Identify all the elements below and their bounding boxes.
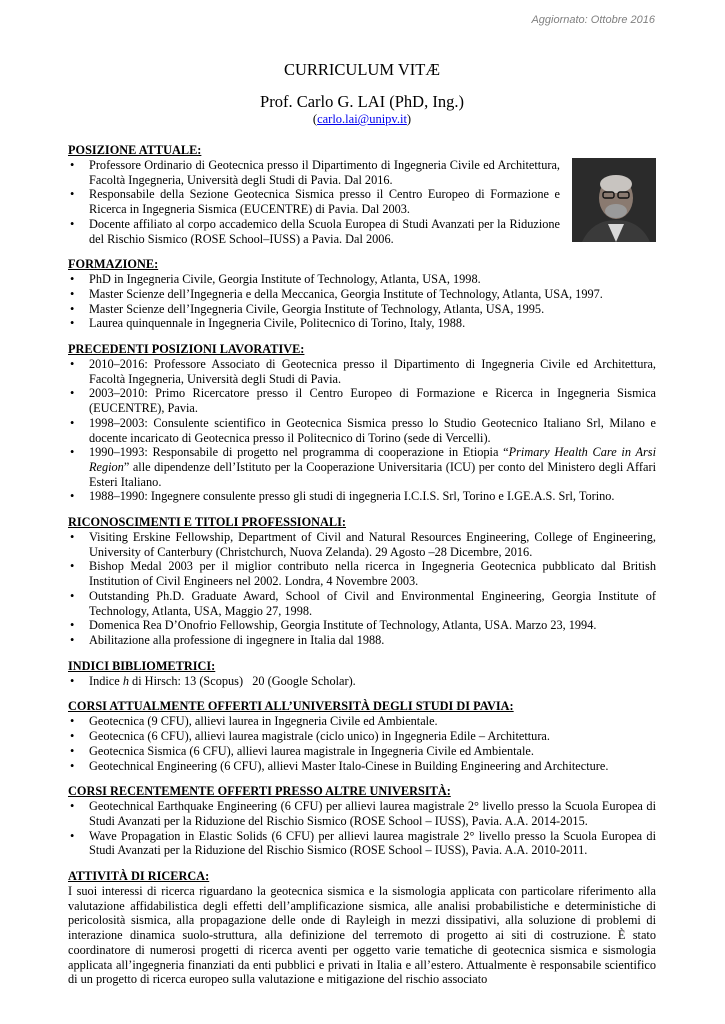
section-heading: RICONOSCIMENTI E TITOLI PROFESSIONALI: xyxy=(68,515,347,530)
list-item: • Visiting Erskine Fellowship, Department of Civil and Natural Resources Engineering, College of Engineering, University of Canterbury (Christchurch, Nuova Zelanda). 29 Agosto –28 Dicembre, 2016. xyxy=(68,530,656,559)
section-formazione xyxy=(68,257,656,331)
list-item: • Professore Ordinario di Geotecnica presso il Dipartimento di Ingegneria Civile ed Architettura, Facoltà Ingegneria, Università degli Studi di Pavia. Dal 2016. xyxy=(68,158,656,187)
section-indici xyxy=(68,659,656,689)
list-item: • Geotecnica (6 CFU), allievi laurea magistrale (ciclo unico) in Ingegneria Edile – Architettura. xyxy=(68,729,656,744)
section-heading: CORSI RECENTEMENTE OFFERTI PRESSO ALTRE UNIVERSITÀ: xyxy=(68,784,451,799)
list-item: • Bishop Medal 2003 per il miglior contributo nella ricerca in Ingegneria Geotecnica pubblicato dal British Institution of Civil Engineers nel 2002. Londra, 4 Novembre 2003. xyxy=(68,559,656,588)
list-item: • Laurea quinquennale in Ingegneria Civile, Politecnico di Torino, Italy, 1988. xyxy=(68,316,656,331)
corsi-pavia-list xyxy=(68,714,656,773)
riconoscimenti-list xyxy=(68,530,656,648)
updated-date: Aggiornato: Ottobre 2016 xyxy=(531,14,655,26)
list-item: • Responsabile della Sezione Geotecnica Sismica presso il Centro Europeo di Formazione e Ricerca in Ingegneria Sismica (EUCENTRE) di Pavia. Dal 2003. xyxy=(68,187,656,216)
item-emphasis: h xyxy=(122,673,129,688)
item-text: 1990–1993: Responsabile di progetto nel programma di cooperazione in Etiopia “ xyxy=(89,445,509,460)
list-item: • Master Scienze dell’Ingegneria e della Meccanica, Georgia Institute of Technology, Atlanta, USA, 1997. xyxy=(68,287,656,302)
research-paragraph: I suoi interessi di ricerca riguardano la geotecnica sismica e la sismologia applicata con particolare riferimento alla valutazione affidabilistica degli effetti dell’amplificazione sismica, alle analisi probabilistiche e deterministiche di pericolosità sismica, alla propagazione delle onde di Rayleigh in mezzi dissipativi, alla soluzione di problemi di interazione dinamica suolo-struttura, alla definizione del terremoto di progetto ai siti di costruzione. È stato coordinatore di numerosi progetti di ricerca aventi per oggetto varie tematiche di geotecnica sismica e sismologia applicata all’ingegneria finanziati da enti pubblici e privati in Italia e all’estero. Attualmente è responsabile scientifico di un progetto di ricerca europeo sulla valutazione e mitigazione del rischio associato xyxy=(68,884,656,987)
list-item: • 1988–1990: Ingegnere consulente presso gli studi di ingegneria I.C.I.S. Srl, Torino e I.GE.A.S. Srl, Torino. xyxy=(68,489,656,504)
list-item: • Geotecnica (9 CFU), allievi laurea in Ingegneria Civile ed Ambientale. xyxy=(68,714,656,729)
item-text: Indice xyxy=(89,673,123,688)
list-item: • Outstanding Ph.D. Graduate Award, School of Civil and Environmental Engineering, Georgia Institute of Technology, Atlanta, USA, Maggio 27, 1998. xyxy=(68,589,656,618)
email-close-paren: ) xyxy=(406,112,412,126)
list-item xyxy=(68,445,656,489)
author-name: Prof. Carlo G. LAI (PhD, Ing.) xyxy=(260,92,464,111)
document-title: CURRICULUM VITÆ xyxy=(283,60,440,79)
indici-list xyxy=(68,674,656,689)
item-text: di Hirsch: 13 (Scopus) 20 (Google Scholar). xyxy=(128,673,356,688)
section-heading: CORSI ATTUALMENTE OFFERTI ALL’UNIVERSITÀ DEGLI STUDI DI PAVIA: xyxy=(68,699,514,714)
list-item: • Docente affiliato al corpo accademico della Scuola Europea di Studi Avanzati per la Riduzione del Rischio Sismico (ROSE School–IUSS) a Pavia. Dal 2006. xyxy=(68,217,656,246)
section-heading: PRECEDENTI POSIZIONI LAVORATIVE: xyxy=(68,342,305,357)
email-link[interactable]: carlo.lai@unipv.it xyxy=(317,112,407,126)
cv-page xyxy=(68,60,656,998)
section-heading: ATTIVITÀ DI RICERCA: xyxy=(68,869,210,884)
list-item: • PhD in Ingegneria Civile, Georgia Institute of Technology, Atlanta, USA, 1998. xyxy=(68,272,656,287)
section-corsi-pavia xyxy=(68,699,656,773)
email-line xyxy=(68,112,656,127)
list-item: • Domenica Rea D’Onofrio Fellowship, Georgia Institute of Technology, Atlanta, USA. Marzo 23, 1994. xyxy=(68,618,656,633)
corsi-altre-list xyxy=(68,799,656,858)
posizione-list xyxy=(68,158,656,246)
precedenti-list xyxy=(68,357,656,504)
item-text: ” alle dipendenze dell’Istituto per la Cooperazione Universitaria (ICU) per conto del Ministero degli Affari Esteri Italiano. xyxy=(89,459,656,489)
list-item: • 2003–2010: Primo Ricercatore presso il Centro Europeo di Formazione e Ricerca in Ingegneria Sismica (EUCENTRE), Pavia. xyxy=(68,386,656,415)
section-heading: POSIZIONE ATTUALE: xyxy=(68,143,202,157)
section-riconoscimenti xyxy=(68,515,656,648)
email-open-paren: ( xyxy=(312,112,318,126)
list-item: • 2010–2016: Professore Associato di Geotecnica presso il Dipartimento di Ingegneria Civile ed Architettura, Facoltà Ingegneria, Università degli Studi di Pavia. xyxy=(68,357,656,386)
section-corsi-altre xyxy=(68,784,656,858)
section-posizione xyxy=(68,143,656,246)
section-ricerca xyxy=(68,869,656,987)
list-item xyxy=(68,674,656,689)
list-item: • Geotecnica Sismica (6 CFU), allievi laurea magistrale in Ingegneria Civile ed Ambientale. xyxy=(68,744,656,759)
item-emphasis: Primary Health Care in Arsi Region xyxy=(89,445,656,474)
list-item: • Wave Propagation in Elastic Solids (6 CFU) per allievi laurea magistrale 2° livello presso la Scuola Europea di Studi Avanzati per la Riduzione del Rischio Sismico (ROSE School – IUSS), Pavia. A.A. 2010-2011. xyxy=(68,829,656,858)
formazione-list xyxy=(68,272,656,331)
section-heading: INDICI BIBLIOMETRICI: xyxy=(68,658,216,673)
section-precedenti xyxy=(68,342,656,504)
list-item: • Master Scienze dell’Ingegneria Civile, Georgia Institute of Technology, Atlanta, USA, 1995. xyxy=(68,302,656,317)
list-item: • Geotechnical Engineering (6 CFU), allievi Master Italo-Cinese in Building Engineering and Architecture. xyxy=(68,759,656,774)
section-heading: FORMAZIONE: xyxy=(68,257,159,272)
list-item: • Abilitazione alla professione di ingegnere in Italia dal 1988. xyxy=(68,633,656,648)
list-item: • 1998–2003: Consulente scientifico in Geotecnica Sismica presso lo Studio Geotecnico Italiano Srl, Milano e docente incaricato di Geotecnica presso il Politecnico di Torino (sede di Vercelli). xyxy=(68,416,656,445)
list-item: • Geotechnical Earthquake Engineering (6 CFU) per allievi laurea magistrale 2° livello presso la Scuola Europea di Studi Avanzati per la Riduzione del Rischio Sismico (ROSE School – IUSS), Pavia. A.A. 2014-2015. xyxy=(68,799,656,828)
